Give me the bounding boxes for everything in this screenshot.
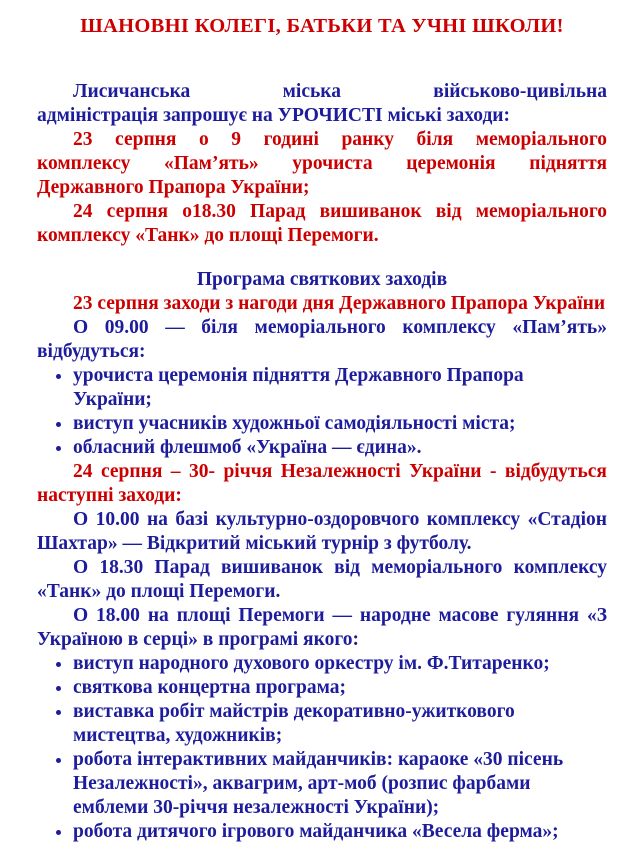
paragraph [37,460,607,508]
bullet-text-line: емблеми 30-річчя незалежності України); [73,797,440,818]
paragraph [37,128,607,200]
paragraph [37,316,607,364]
bullet-item [37,436,607,460]
paragraph-text-line: Лисичанська міська військово-цивільна [73,81,607,102]
bullet-item [37,820,607,844]
paragraph-text-line: Шахтар» — Відкритий міський турнір з футболу. [37,533,472,554]
paragraph [37,200,607,248]
bullet-text-line: Незалежності», аквагрим, арт-моб (розпис фарбами [73,773,531,794]
paragraph-text-line: 24 серпня о18.30 Парад вишиванок від меморіального [73,201,607,222]
bullet-text-line: виступ народного духового оркестру ім. Ф.Титаренко; [37,652,607,676]
title-text: ШАНОВНІ КОЛЕГІ, БАТЬКИ ТА УЧНІ ШКОЛИ! [80,15,564,37]
paragraph-text-line: О 10.00 на базі культурно-оздоровчого комплексу «Стадіон [73,509,607,530]
bullet-item [37,412,607,436]
paragraph-text-line: 23 серпня заходи з нагоди дня Державного Прапора України [73,293,606,314]
paragraph [37,292,607,316]
paragraph-text-line: О 18.30 Парад вишиванок від меморіального комплексу [73,557,607,578]
paragraph-text-line: наступні заходи: [37,485,182,506]
paragraph [37,604,607,652]
paragraph-text-line: комплексу «Пам’ять» урочиста церемонія підняття [37,153,607,174]
section-heading [37,268,607,292]
bullet-item [37,364,607,412]
bullet-text-line: виставка робіт майстрів декоративно-ужиткового [37,700,607,724]
bullet-text-line: робота інтерактивних майданчиків: караоке «30 пісень [37,748,607,772]
paragraph [37,556,607,604]
paragraph-text-line: Україною в серці» в програмі якого: [37,629,359,650]
blank-line [37,38,607,80]
document-title [37,14,607,38]
bullet-text-line: мистецтва, художників; [73,725,283,746]
blank-line [37,248,607,268]
paragraph-text-line: «Танк» до площі Перемоги. [37,581,281,602]
bullet-item [37,652,607,676]
bullet-text-line: робота дитячого ігрового майданчика «Весела ферма»; [37,820,607,844]
paragraph-text-line: комплексу «Танк» до площі Перемоги. [37,225,379,246]
paragraph [37,508,607,556]
paragraph-text-line: 23 серпня о 9 годині ранку біля меморіального [73,129,607,150]
bullet-text-line: обласний флешмоб «Україна — єдина». [37,436,607,460]
bullet-item [37,748,607,820]
paragraph [37,80,607,128]
bullet-text-line: святкова концертна програма; [37,676,607,700]
heading-text: Програма святкових заходів [196,269,448,290]
bullet-text-line: урочиста церемонія підняття Державного Прапора [37,364,607,388]
paragraph-text-line: О 18.00 на площі Перемоги — народне масове гуляння «З [73,605,607,626]
bullet-item [37,676,607,700]
paragraph-text-line: відбудуться: [37,341,146,362]
bullet-text-line: виступ учасників художньої самодіяльності міста; [37,412,607,436]
bullet-text-line: України; [73,389,152,410]
bullet-item [37,700,607,748]
paragraph-text-line: О 09.00 — біля меморіального комплексу «Пам’ять» [73,317,607,338]
paragraph-text-line: адміністрація запрошує на УРОЧИСТІ міські заходи: [37,105,511,126]
paragraph-text-line: Державного Прапора України; [37,177,310,198]
paragraph-text-line: 24 серпня – 30- річчя Незалежності України - відбудуться [73,461,607,482]
